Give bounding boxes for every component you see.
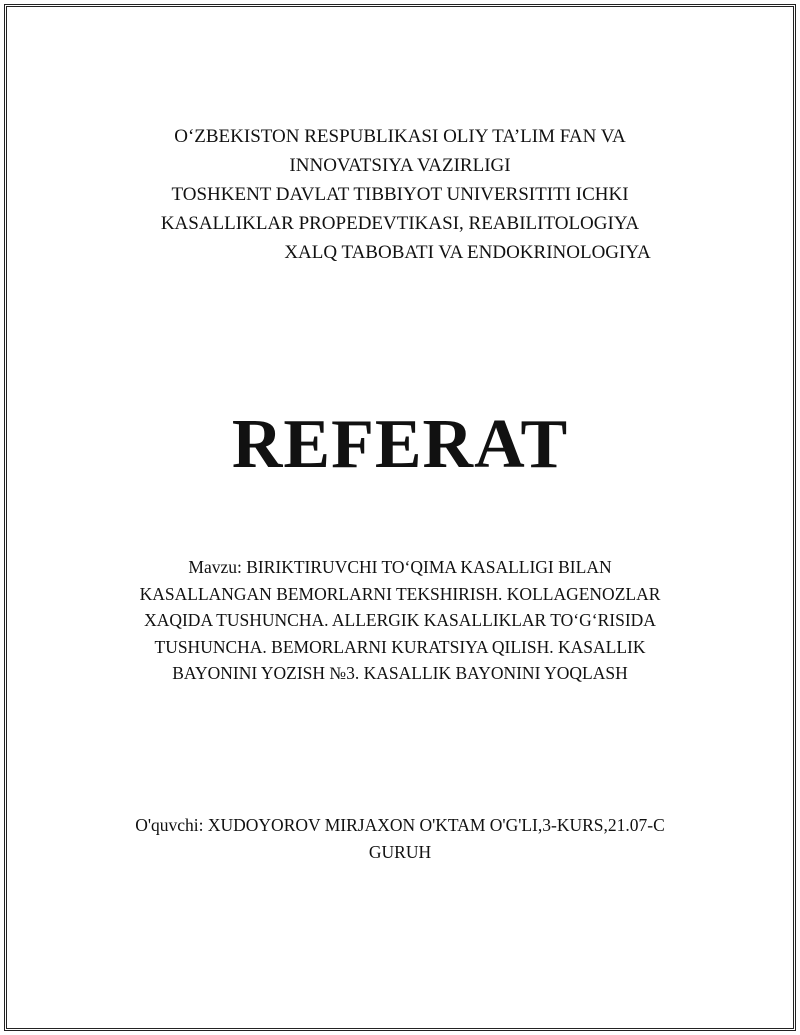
student-line: GURUH [368, 841, 432, 862]
header-line: O‘ZBEKISTON RESPUBLIKASI OLIY TA’LIM FAN VA [174, 126, 626, 147]
topic-line: XAQIDA TUSHUNCHA. ALLERGIK KASALLIKLAR TO‘G‘RISIDA [144, 610, 656, 630]
topic-line: TUSHUNCHA. BEMORLARNI KURATSIYA QILISH. KASALLIK [154, 636, 646, 657]
student-info [90, 812, 710, 865]
header-line: TOSHKENT DAVLAT TIBBIYOT UNIVERSITITI ICHKI [171, 184, 629, 205]
topic-line: KASALLANGAN BEMORLARNI TEKSHIRISH. KOLLAGENOZLAR [139, 583, 661, 604]
institution-header [100, 122, 700, 267]
header-line: XALQ TABOBATI VA ENDOKRINOLOGIYA [284, 242, 651, 263]
student-line: O'quvchi: XUDOYOROV MIRJAXON O'KTAM O'G'LI,3-KURS,21.07-C [135, 815, 665, 835]
topic-line: BAYONINI YOZISH №3. KASALLIK BAYONINI YOQLASH [172, 663, 628, 683]
header-line: INNOVATSIYA VAZIRLIGI [289, 155, 511, 176]
header-line: KASALLIKLAR PROPEDEVTIKASI, REABILITOLOGIYA [160, 213, 640, 234]
topic-block [110, 554, 690, 687]
topic-line: Mavzu: BIRIKTIRUVCHI TO‘QIMA KASALLIGI BILAN [188, 557, 612, 577]
document-title: REFERAT [231, 406, 569, 483]
